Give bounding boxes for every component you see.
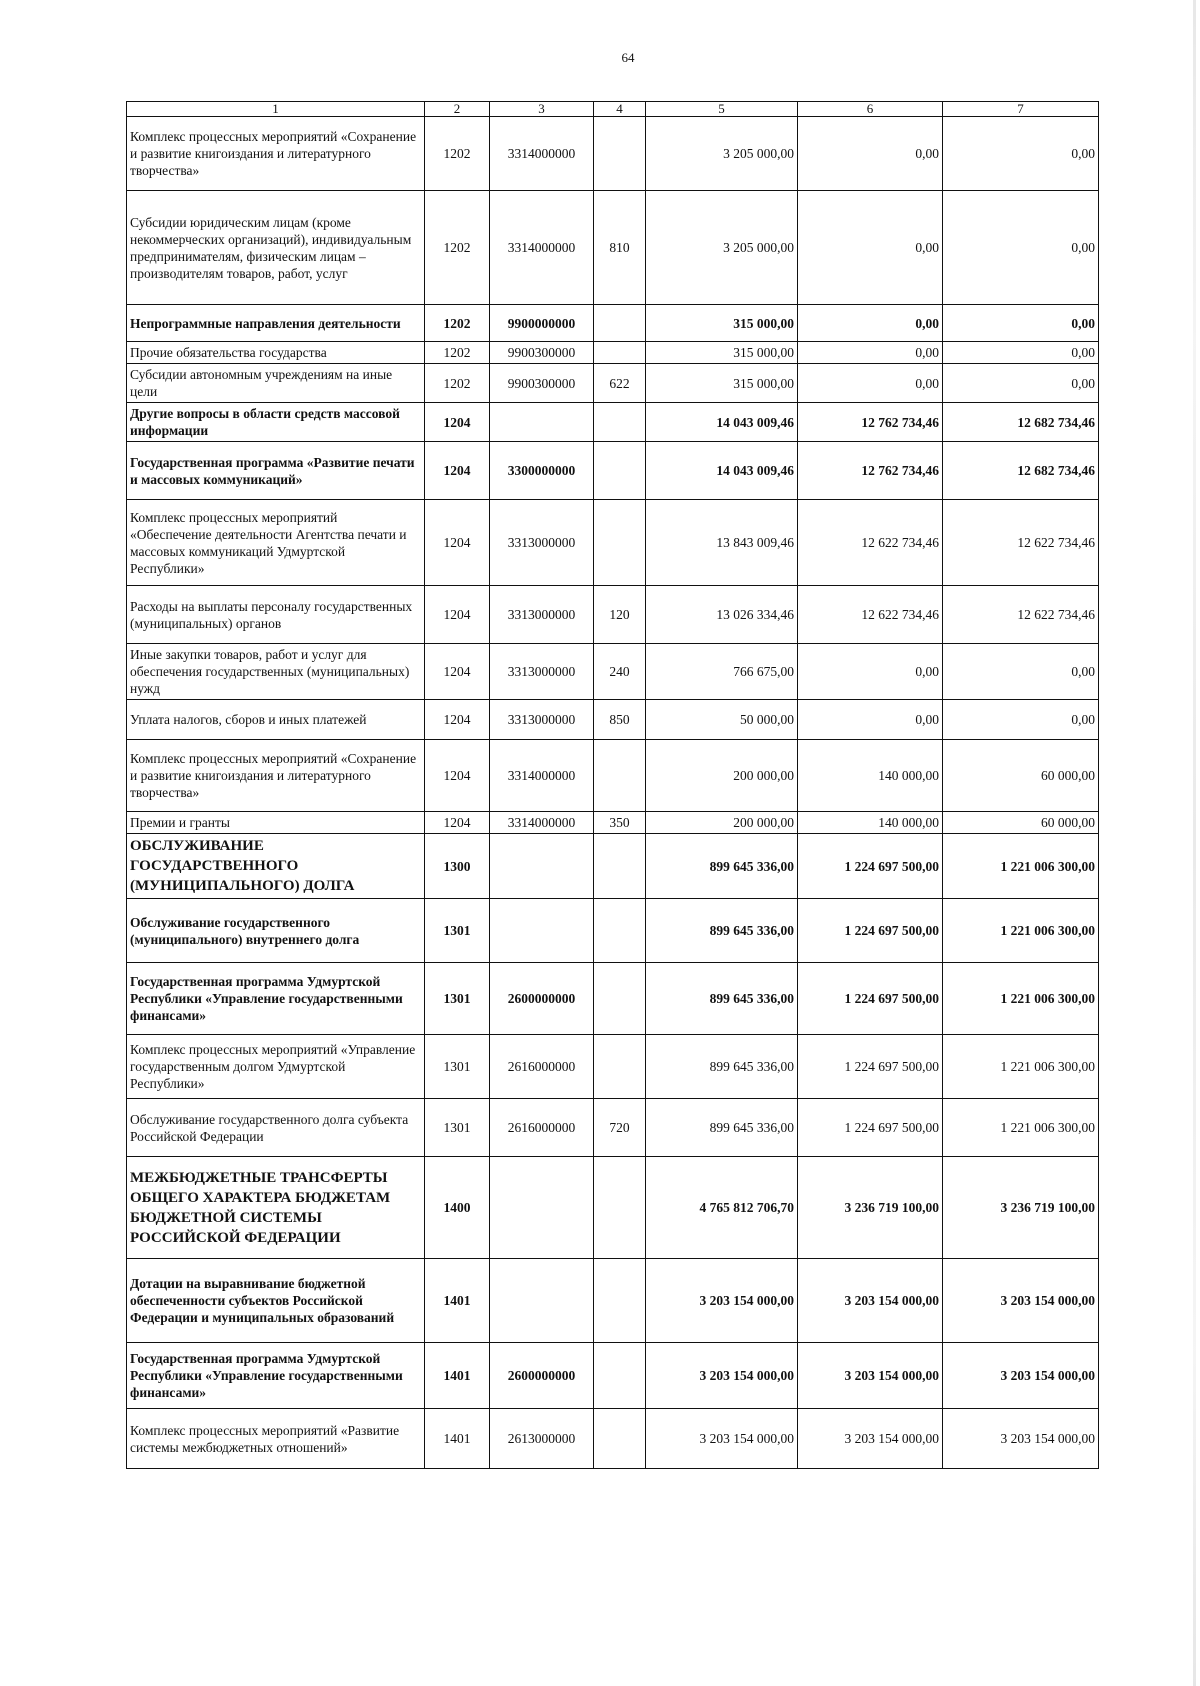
cell-name: Государственная программа Удмуртской Республики «Управление государственными финансами» — [127, 1343, 425, 1409]
cell-c6: 12 622 734,46 — [798, 586, 943, 644]
cell-c7: 0,00 — [943, 364, 1099, 403]
cell-c2: 1204 — [425, 700, 490, 740]
cell-c5: 899 645 336,00 — [646, 899, 798, 963]
cell-c4 — [594, 305, 646, 342]
cell-name: Государственная программа Удмуртской Республики «Управление государственными финансами» — [127, 963, 425, 1035]
cell-name: Дотации на выравнивание бюджетной обеспеченности субъектов Российской Федерации и муниципальных образований — [127, 1259, 425, 1343]
table-row — [127, 442, 1099, 500]
table-row — [127, 644, 1099, 700]
cell-c7: 0,00 — [943, 700, 1099, 740]
cell-c7: 60 000,00 — [943, 812, 1099, 834]
cell-name: ОБСЛУЖИВАНИЕ ГОСУДАРСТВЕННОГО (МУНИЦИПАЛЬНОГО) ДОЛГА — [127, 834, 425, 899]
cell-c7: 1 221 006 300,00 — [943, 834, 1099, 899]
cell-c3: 3313000000 — [490, 644, 594, 700]
table-row — [127, 305, 1099, 342]
cell-name: Государственная программа «Развитие печати и массовых коммуникаций» — [127, 442, 425, 500]
cell-c7: 1 221 006 300,00 — [943, 1099, 1099, 1157]
cell-c6: 140 000,00 — [798, 740, 943, 812]
cell-c6: 1 224 697 500,00 — [798, 963, 943, 1035]
cell-c5: 13 843 009,46 — [646, 500, 798, 586]
cell-c6: 0,00 — [798, 700, 943, 740]
cell-c4 — [594, 1259, 646, 1343]
cell-c4: 120 — [594, 586, 646, 644]
cell-c4 — [594, 899, 646, 963]
cell-c3 — [490, 1157, 594, 1259]
cell-c6: 12 762 734,46 — [798, 403, 943, 442]
cell-c5: 14 043 009,46 — [646, 442, 798, 500]
cell-c7: 60 000,00 — [943, 740, 1099, 812]
table-row — [127, 191, 1099, 305]
cell-c2: 1202 — [425, 191, 490, 305]
cell-name: Прочие обязательства государства — [127, 342, 425, 364]
cell-c6: 140 000,00 — [798, 812, 943, 834]
cell-c7: 1 221 006 300,00 — [943, 899, 1099, 963]
cell-c3 — [490, 403, 594, 442]
cell-c3: 2600000000 — [490, 963, 594, 1035]
header-col-6: 6 — [798, 102, 943, 117]
cell-c3: 3314000000 — [490, 117, 594, 191]
cell-c3 — [490, 834, 594, 899]
cell-c6: 0,00 — [798, 364, 943, 403]
cell-c2: 1301 — [425, 963, 490, 1035]
cell-c3: 3300000000 — [490, 442, 594, 500]
cell-c6: 0,00 — [798, 191, 943, 305]
cell-c6: 3 236 719 100,00 — [798, 1157, 943, 1259]
header-col-2: 2 — [425, 102, 490, 117]
cell-c2: 1204 — [425, 586, 490, 644]
cell-c3: 9900000000 — [490, 305, 594, 342]
cell-c3: 9900300000 — [490, 364, 594, 403]
cell-c4 — [594, 1343, 646, 1409]
cell-c3: 3314000000 — [490, 812, 594, 834]
cell-c2: 1204 — [425, 403, 490, 442]
cell-c2: 1204 — [425, 500, 490, 586]
cell-c4 — [594, 740, 646, 812]
header-col-3: 3 — [490, 102, 594, 117]
cell-c3: 2616000000 — [490, 1035, 594, 1099]
cell-c7: 3 203 154 000,00 — [943, 1409, 1099, 1469]
table-row — [127, 1259, 1099, 1343]
cell-c3: 2600000000 — [490, 1343, 594, 1409]
cell-c2: 1204 — [425, 812, 490, 834]
cell-c7: 0,00 — [943, 191, 1099, 305]
cell-c6: 12 762 734,46 — [798, 442, 943, 500]
cell-c4 — [594, 500, 646, 586]
cell-c2: 1202 — [425, 117, 490, 191]
cell-c7: 3 203 154 000,00 — [943, 1259, 1099, 1343]
cell-name: Непрограммные направления деятельности — [127, 305, 425, 342]
cell-c5: 899 645 336,00 — [646, 1099, 798, 1157]
table-row — [127, 1099, 1099, 1157]
cell-c5: 315 000,00 — [646, 342, 798, 364]
cell-c3: 2616000000 — [490, 1099, 594, 1157]
table-row — [127, 1343, 1099, 1409]
cell-name: Комплекс процессных мероприятий «Развитие системы межбюджетных отношений» — [127, 1409, 425, 1469]
cell-c4: 810 — [594, 191, 646, 305]
cell-c6: 1 224 697 500,00 — [798, 1035, 943, 1099]
cell-name: Иные закупки товаров, работ и услуг для обеспечения государственных (муниципальных) нужд — [127, 644, 425, 700]
cell-c3: 3313000000 — [490, 500, 594, 586]
cell-c3: 2613000000 — [490, 1409, 594, 1469]
cell-c6: 3 203 154 000,00 — [798, 1343, 943, 1409]
cell-c3 — [490, 899, 594, 963]
cell-name: Комплекс процессных мероприятий «Сохранение и развитие книгоиздания и литературного творчества» — [127, 117, 425, 191]
cell-c5: 3 203 154 000,00 — [646, 1343, 798, 1409]
cell-c7: 0,00 — [943, 342, 1099, 364]
cell-c2: 1301 — [425, 899, 490, 963]
table-row — [127, 500, 1099, 586]
header-col-5: 5 — [646, 102, 798, 117]
cell-c7: 0,00 — [943, 305, 1099, 342]
cell-c5: 3 205 000,00 — [646, 117, 798, 191]
cell-c5: 50 000,00 — [646, 700, 798, 740]
header-col-1: 1 — [127, 102, 425, 117]
cell-c4 — [594, 1409, 646, 1469]
table-row — [127, 899, 1099, 963]
cell-c7: 12 622 734,46 — [943, 500, 1099, 586]
cell-name: МЕЖБЮДЖЕТНЫЕ ТРАНСФЕРТЫ ОБЩЕГО ХАРАКТЕРА БЮДЖЕТАМ БЮДЖЕТНОЙ СИСТЕМЫ РОССИЙСКОЙ ФЕДЕРАЦИИ — [127, 1157, 425, 1259]
cell-c2: 1202 — [425, 342, 490, 364]
cell-c5: 3 203 154 000,00 — [646, 1409, 798, 1469]
cell-name: Субсидии автономным учреждениям на иные цели — [127, 364, 425, 403]
cell-c7: 12 682 734,46 — [943, 442, 1099, 500]
header-col-4: 4 — [594, 102, 646, 117]
cell-c7: 3 236 719 100,00 — [943, 1157, 1099, 1259]
cell-c4 — [594, 834, 646, 899]
cell-c2: 1204 — [425, 740, 490, 812]
cell-c5: 766 675,00 — [646, 644, 798, 700]
table-row — [127, 1409, 1099, 1469]
cell-c6: 12 622 734,46 — [798, 500, 943, 586]
cell-c2: 1401 — [425, 1259, 490, 1343]
table-row — [127, 700, 1099, 740]
cell-name: Комплекс процессных мероприятий «Управление государственным долгом Удмуртской Республики» — [127, 1035, 425, 1099]
cell-c6: 3 203 154 000,00 — [798, 1259, 943, 1343]
cell-c4 — [594, 403, 646, 442]
cell-c6: 0,00 — [798, 342, 943, 364]
cell-c5: 14 043 009,46 — [646, 403, 798, 442]
cell-c5: 200 000,00 — [646, 740, 798, 812]
cell-c2: 1301 — [425, 1035, 490, 1099]
cell-c7: 12 622 734,46 — [943, 586, 1099, 644]
cell-c2: 1401 — [425, 1409, 490, 1469]
cell-c6: 1 224 697 500,00 — [798, 899, 943, 963]
cell-c3: 9900300000 — [490, 342, 594, 364]
cell-c7: 1 221 006 300,00 — [943, 1035, 1099, 1099]
cell-c7: 1 221 006 300,00 — [943, 963, 1099, 1035]
cell-name: Обслуживание государственного (муниципального) внутреннего долга — [127, 899, 425, 963]
cell-c4 — [594, 1035, 646, 1099]
cell-c3: 3313000000 — [490, 700, 594, 740]
cell-c7: 12 682 734,46 — [943, 403, 1099, 442]
cell-c2: 1300 — [425, 834, 490, 899]
table-row — [127, 1157, 1099, 1259]
cell-name: Расходы на выплаты персоналу государственных (муниципальных) органов — [127, 586, 425, 644]
cell-c4 — [594, 342, 646, 364]
table-row — [127, 1035, 1099, 1099]
cell-c7: 0,00 — [943, 644, 1099, 700]
table-row — [127, 834, 1099, 899]
cell-c6: 1 224 697 500,00 — [798, 834, 943, 899]
cell-c4: 240 — [594, 644, 646, 700]
cell-c2: 1301 — [425, 1099, 490, 1157]
cell-c4 — [594, 117, 646, 191]
cell-c5: 3 205 000,00 — [646, 191, 798, 305]
table-row — [127, 117, 1099, 191]
cell-c4: 350 — [594, 812, 646, 834]
cell-c4: 720 — [594, 1099, 646, 1157]
header-col-7: 7 — [943, 102, 1099, 117]
cell-c5: 899 645 336,00 — [646, 834, 798, 899]
cell-c6: 1 224 697 500,00 — [798, 1099, 943, 1157]
cell-c2: 1202 — [425, 305, 490, 342]
cell-c4 — [594, 1157, 646, 1259]
cell-c4 — [594, 963, 646, 1035]
cell-c3: 3314000000 — [490, 740, 594, 812]
cell-name: Комплекс процессных мероприятий «Обеспечение деятельности Агентства печати и массовых коммуникаций Удмуртской Республики» — [127, 500, 425, 586]
cell-c2: 1204 — [425, 644, 490, 700]
table-row — [127, 403, 1099, 442]
table-row — [127, 342, 1099, 364]
cell-c7: 0,00 — [943, 117, 1099, 191]
cell-c4: 622 — [594, 364, 646, 403]
cell-name: Уплата налогов, сборов и иных платежей — [127, 700, 425, 740]
cell-c6: 0,00 — [798, 117, 943, 191]
cell-c5: 899 645 336,00 — [646, 963, 798, 1035]
cell-c3: 3313000000 — [490, 586, 594, 644]
cell-c7: 3 203 154 000,00 — [943, 1343, 1099, 1409]
cell-name: Премии и гранты — [127, 812, 425, 834]
cell-c2: 1401 — [425, 1343, 490, 1409]
table-row — [127, 812, 1099, 834]
cell-c3: 3314000000 — [490, 191, 594, 305]
cell-c4 — [594, 442, 646, 500]
table-row — [127, 740, 1099, 812]
page-number: 64 — [621, 50, 635, 65]
cell-c5: 200 000,00 — [646, 812, 798, 834]
budget-table — [126, 101, 1099, 1469]
cell-c3 — [490, 1259, 594, 1343]
cell-c5: 4 765 812 706,70 — [646, 1157, 798, 1259]
cell-c6: 0,00 — [798, 305, 943, 342]
cell-c2: 1202 — [425, 364, 490, 403]
table-row — [127, 364, 1099, 403]
table-body — [127, 117, 1099, 1469]
cell-c2: 1204 — [425, 442, 490, 500]
cell-c6: 3 203 154 000,00 — [798, 1409, 943, 1469]
cell-c6: 0,00 — [798, 644, 943, 700]
cell-c4: 850 — [594, 700, 646, 740]
cell-c5: 13 026 334,46 — [646, 586, 798, 644]
cell-c2: 1400 — [425, 1157, 490, 1259]
table-row — [127, 963, 1099, 1035]
cell-name: Другие вопросы в области средств массовой информации — [127, 403, 425, 442]
cell-name: Субсидии юридическим лицам (кроме некоммерческих организаций), индивидуальным предпринимателям, физическим лицам – производителям товаров, работ, услуг — [127, 191, 425, 305]
cell-c5: 899 645 336,00 — [646, 1035, 798, 1099]
cell-name: Комплекс процессных мероприятий «Сохранение и развитие книгоиздания и литературного творчества» — [127, 740, 425, 812]
cell-name: Обслуживание государственного долга субъекта Российской Федерации — [127, 1099, 425, 1157]
scan-edge — [1193, 0, 1196, 1686]
cell-c5: 315 000,00 — [646, 305, 798, 342]
cell-c5: 3 203 154 000,00 — [646, 1259, 798, 1343]
cell-c5: 315 000,00 — [646, 364, 798, 403]
header-row — [127, 102, 1099, 117]
table-row — [127, 586, 1099, 644]
